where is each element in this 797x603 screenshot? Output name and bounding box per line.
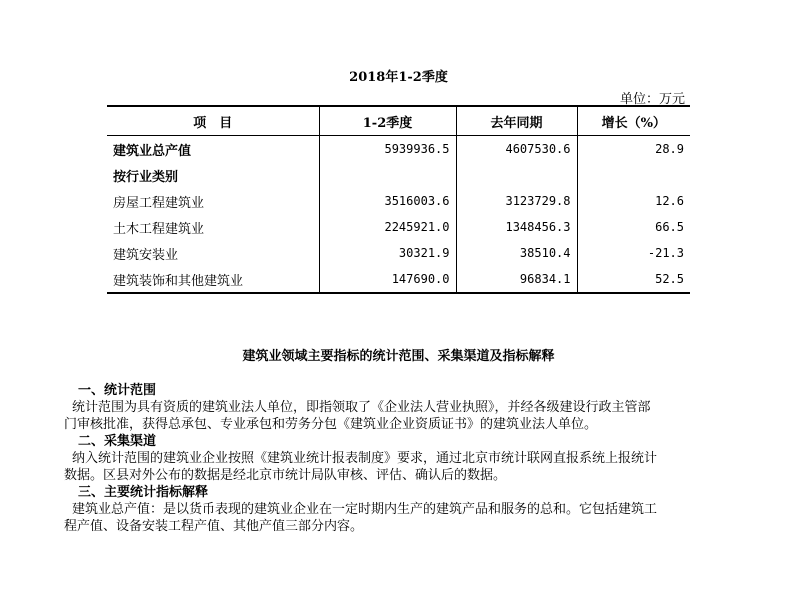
section-line: 门审核批准，获得总承包、专业承包和劳务分包《建筑业企业资质证书》的建筑业法人单位。 (64, 417, 598, 432)
unit-label: 单位：万元 (619, 92, 685, 107)
row-growth-value: 66.5 (577, 214, 690, 240)
section-heading: 二、采集渠道 (78, 434, 157, 449)
channel-section (64, 433, 762, 484)
table-row (107, 188, 690, 214)
table-row (107, 214, 690, 240)
row-growth-value: 52.5 (577, 266, 690, 293)
table-header-row (107, 106, 690, 136)
row-label: 按行业类别 (113, 169, 179, 185)
statistics-table (107, 105, 690, 294)
row-label: 建筑业总产值 (113, 143, 192, 159)
row-last-year-value: 38510.4 (456, 240, 577, 266)
indicator-section (64, 484, 762, 535)
row-period-value: 5939936.5 (319, 136, 456, 163)
section-line: 统计范围为具有资质的建筑业法人单位，即指领取了《企业法人营业执照》，并经各级建设行政主管部 (72, 400, 651, 415)
row-last-year-value (456, 162, 577, 188)
row-period-value: 2245921.0 (319, 214, 456, 240)
row-last-year-value: 3123729.8 (456, 188, 577, 214)
section-line: 程产值、设备安装工程产值、其他产值三部分内容。 (64, 519, 364, 534)
explanation-title: 建筑业领域主要指标的统计范围、采集渠道及指标解释 (242, 349, 555, 364)
table-row (107, 136, 690, 163)
table-row (107, 162, 690, 188)
header-growth: 增长（%） (577, 106, 690, 136)
table-row (107, 266, 690, 293)
row-period-value: 3516003.6 (319, 188, 456, 214)
header-last-year: 去年同期 (456, 106, 577, 136)
row-label: 建筑装饰和其他建筑业 (113, 273, 244, 289)
row-label: 房屋工程建筑业 (113, 195, 205, 211)
header-item: 项 目 (193, 115, 233, 131)
row-label: 建筑安装业 (113, 247, 179, 263)
section-heading: 三、主要统计指标解释 (78, 485, 209, 500)
row-last-year-value: 1348456.3 (456, 214, 577, 240)
section-line: 数据。区县对外公布的数据是经北京市统计局队审核、评估、确认后的数据。 (64, 468, 507, 483)
row-growth-value: 12.6 (577, 188, 690, 214)
row-growth-value (577, 162, 690, 188)
section-line: 纳入统计范围的建筑业企业按照《建筑业统计报表制度》要求，通过北京市统计联网直报系统上报统计 (72, 451, 658, 466)
table-title: 2018年1-2季度 (349, 70, 448, 85)
header-period: 1-2季度 (319, 106, 456, 136)
row-last-year-value: 4607530.6 (456, 136, 577, 163)
table-row (107, 240, 690, 266)
section-line: 建筑业总产值：是以货币表现的建筑业企业在一定时期内生产的建筑产品和服务的总和。它包括建筑工 (72, 502, 658, 517)
row-period-value: 147690.0 (319, 266, 456, 293)
row-period-value (319, 162, 456, 188)
row-growth-value: -21.3 (577, 240, 690, 266)
row-last-year-value: 96834.1 (456, 266, 577, 293)
row-period-value: 30321.9 (319, 240, 456, 266)
section-heading: 一、统计范围 (78, 383, 157, 398)
row-growth-value: 28.9 (577, 136, 690, 163)
explanation-body (64, 382, 762, 535)
scope-section (64, 382, 762, 433)
row-label: 土木工程建筑业 (113, 221, 205, 237)
